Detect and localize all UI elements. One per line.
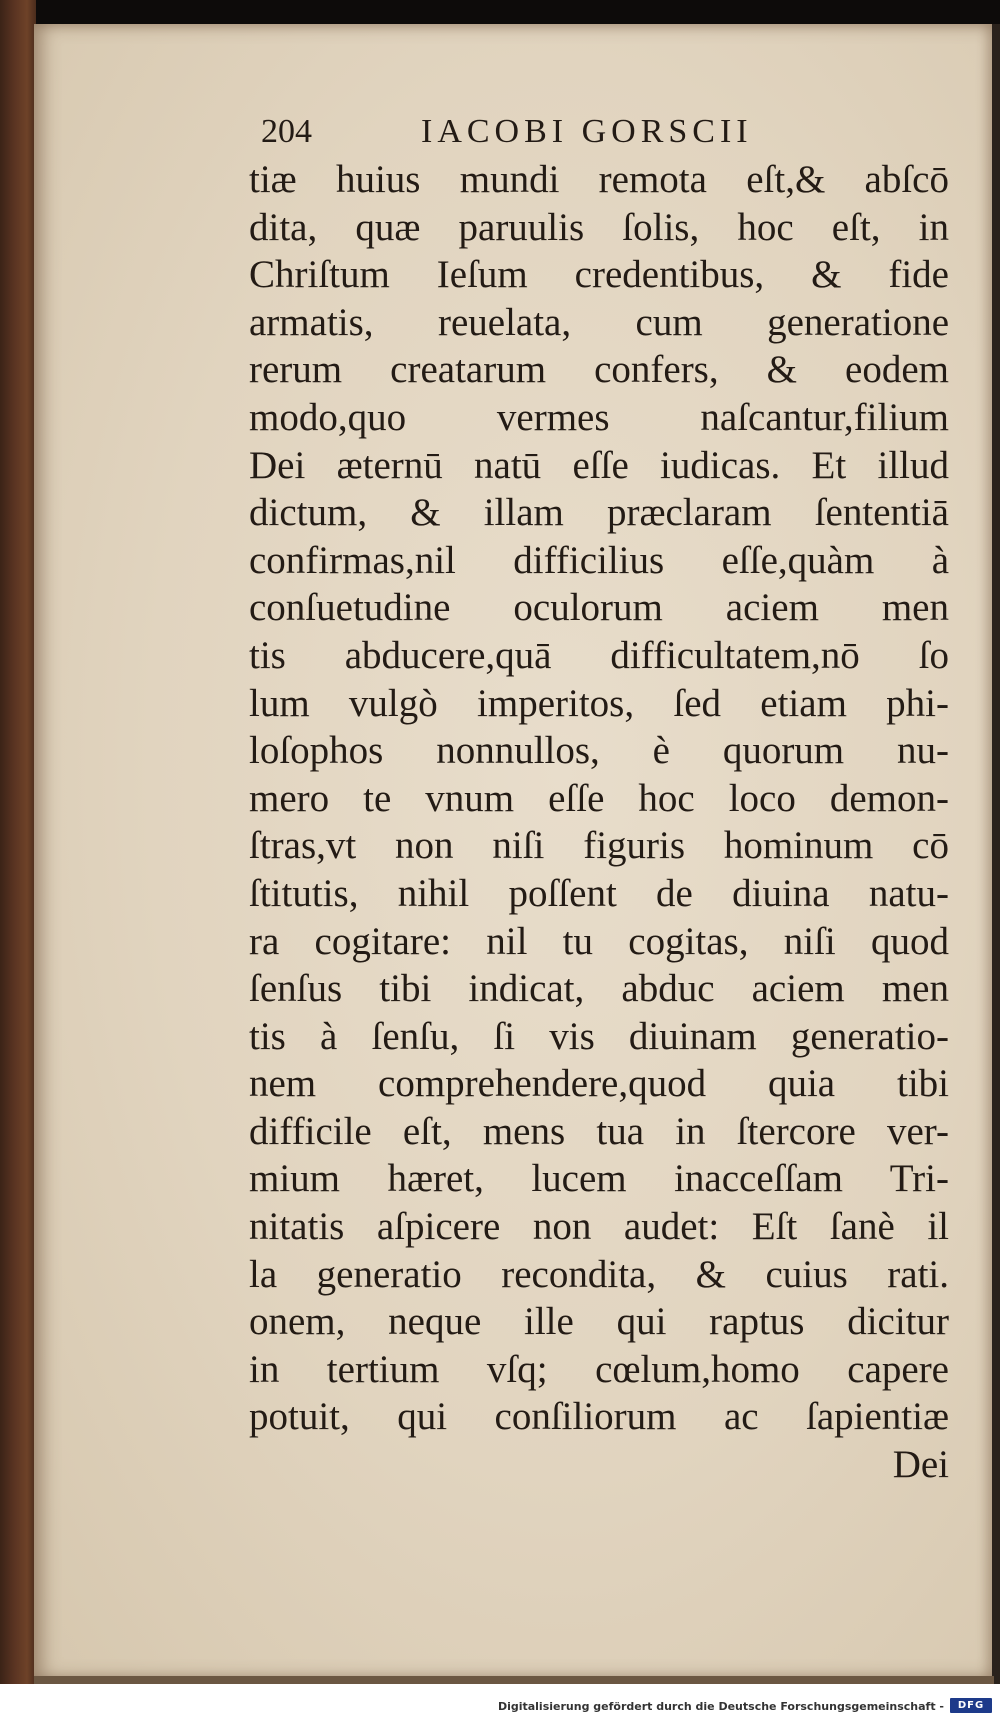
text-line: lum vulgò imperitos, ſed etiam phi- [249,681,949,725]
text-line: tis abducere,quā difficultatem,nō ſo [249,633,949,677]
text-line: in tertium vſq; cœlum,homo capere [249,1347,949,1391]
running-title: IACOBI GORSCII [421,113,753,150]
text-line: mero te vnum eſſe hoc loco demon- [249,776,949,820]
funding-credit: Digitalisierung gefördert durch die Deutsche Forschungsgemeinschaft - [497,1700,944,1713]
text-lines [249,156,949,1441]
text-line: mium hæret, lucem inacceſſam Tri- [249,1157,949,1201]
text-line: onem, neque ille qui raptus dicitur [249,1300,949,1344]
text-line: confirmas,nil difficilius eſſe,quàm à [249,538,949,582]
page-header [249,108,949,156]
text-line: dita, quæ paruulis ſolis, hoc eſt, in [249,205,949,249]
text-line: rerum creatarum confers, & eodem [249,348,949,392]
text-line: tis à ſenſu, ſi vis diuinam generatio- [249,1014,949,1058]
text-line: loſophos nonnullos, è quorum nu- [249,729,949,773]
text-line: tiæ huius mundi remota eſt,& abſcō [249,158,949,201]
text-line: modo,quo vermes naſcantur,filium [249,395,949,439]
scan-top-edge [0,0,1000,24]
text-line: difficile eſt, mens tua in ſtercore ver- [249,1109,949,1153]
page-text-block [249,108,949,1489]
text-line: Dei æternū natū eſſe iudicas. Et illud [249,443,949,487]
text-line: nem comprehendere,quod quia tibi [249,1062,949,1106]
text-line: ſenſus tibi indicat, abduc aciem men [249,967,949,1011]
page-number: 204 [261,113,312,150]
text-line: conſuetudine oculorum aciem men [249,586,949,630]
text-line: la generatio recondita, & cuius rati. [249,1252,949,1296]
dfg-logo-icon[interactable]: DFG [950,1698,992,1713]
text-line: nitatis aſpicere non audet: Eſt ſanè il [249,1205,949,1249]
catchword: Dei [892,1443,949,1487]
text-line: ra cogitare: nil tu cogitas, niſi quod [249,919,949,963]
page-edge-shadow [34,1676,994,1684]
text-line: ſtitutis, nihil poſſent de diuina natu- [249,871,949,915]
text-line: dictum, & illam præclaram ſententiā [249,491,949,535]
text-line: Chriſtum Ieſum credentibus, & fide [249,253,949,297]
text-line: armatis, reuelata, cum generatione [249,300,949,344]
text-line: potuit, qui conſiliorum ac ſapientiæ [249,1395,949,1439]
book-binding [0,0,36,1715]
text-line: ſtras,vt non niſi figuris hominum cō [249,824,949,868]
